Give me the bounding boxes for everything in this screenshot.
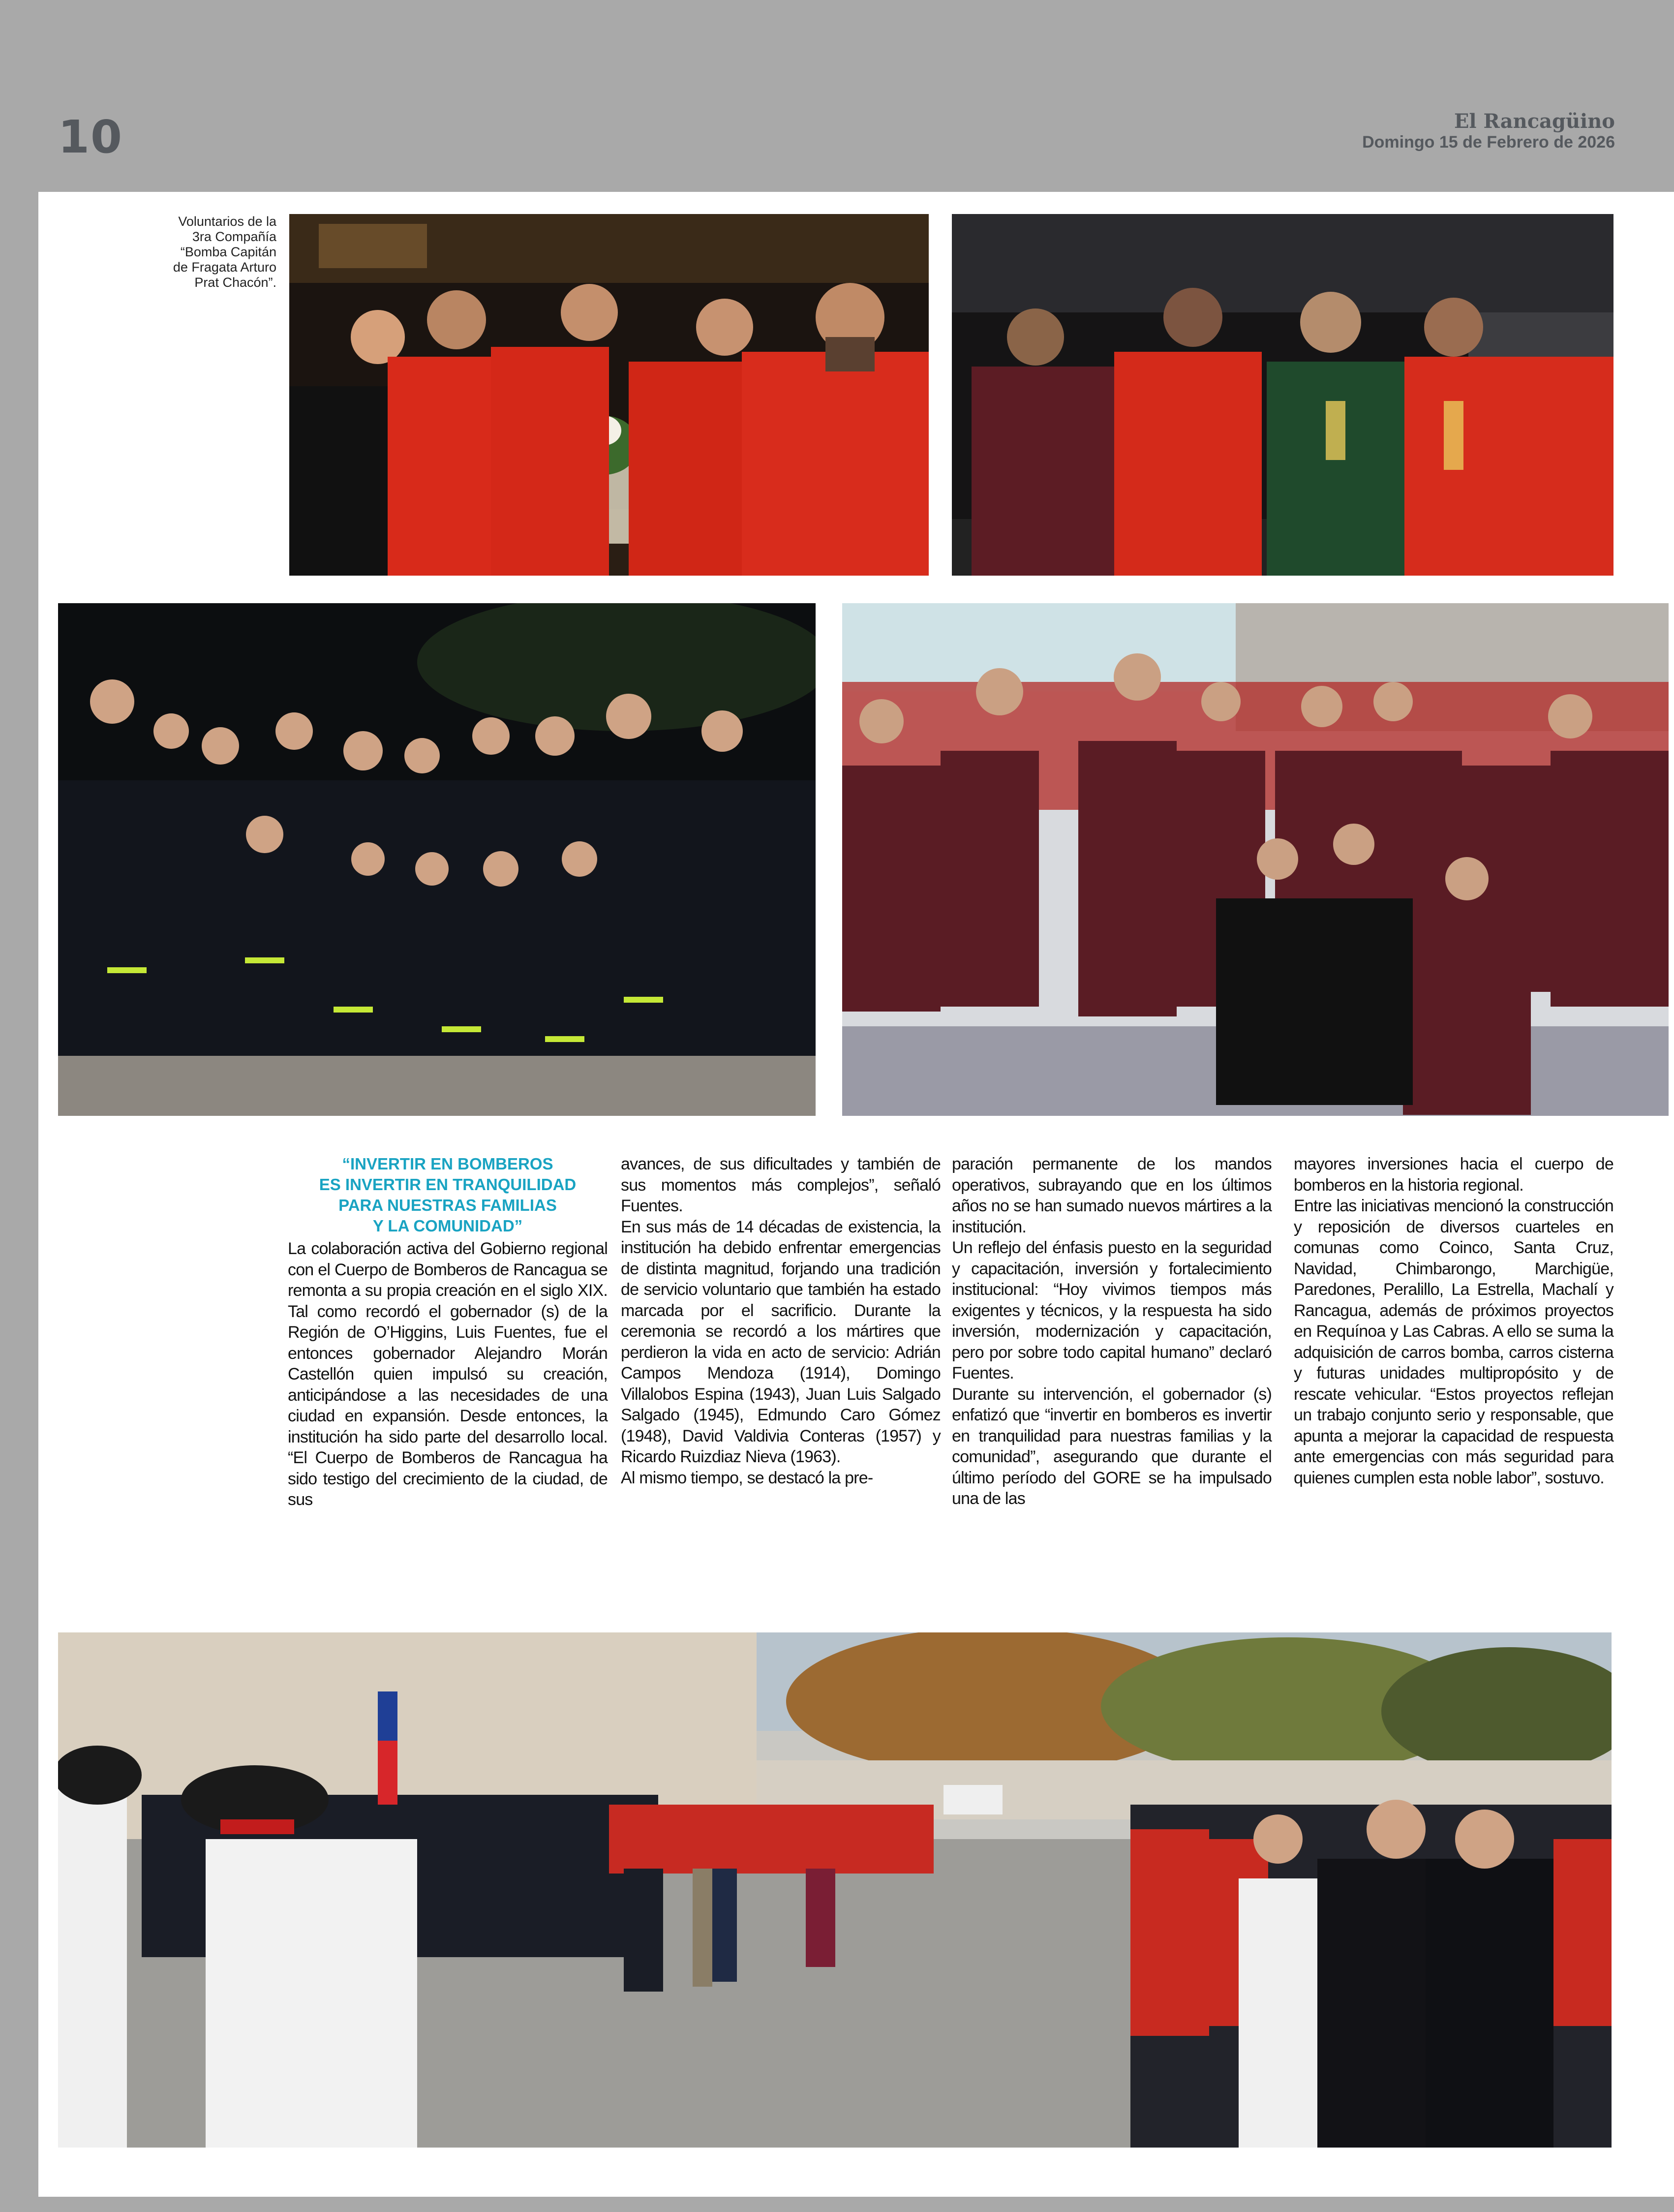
article-headline <box>288 1154 608 1236</box>
photo-volunteers-red-uniforms <box>289 214 929 576</box>
article-paragraph: La colaboración activa del Gobierno regional con el Cuerpo de Bomberos de Rancagua se remonta a su propia creación en el siglo XIX. Tal como recordó el gobernador (s) de la Región de O’Higgins, Luis Fuentes, fue el entonces gobernador Alejandro Morán Castellón quien impulsó su creación, anticipándose a las necesidades de una ciudad en expansión. Desde entonces, la institución ha sido parte del desarrollo local. “El Cuerpo de Bomberos de Rancagua ha sido testigo del crecimiento de la ciudad, de sus <box>288 1239 608 1509</box>
article-column-2 <box>621 1154 941 1488</box>
photo-officers-medals <box>952 214 1613 576</box>
article-paragraph: avances, de sus dificultades y también de sus momentos más complejos”, señaló Fuentes. <box>621 1155 941 1215</box>
photo-youth-brigade <box>58 603 816 1116</box>
issue-date: Domingo 15 de Febrero de 2026 <box>1362 133 1615 152</box>
newspaper-name: El Rancagüino <box>1454 110 1615 133</box>
article-paragraph: Un reflejo del énfasis puesto en la seguridad y capacitación, inversión y fortalecimiento institucional: “Hoy vivimos tiempos más exigentes y técnicos, y la respuesta ha sido inversión, modernización y capacitación, pero por sobre todo capital humano” declaró Fuentes. <box>952 1238 1272 1382</box>
article-column-3 <box>952 1154 1272 1509</box>
article-paragraph: Al mismo tiempo, se destacó la pre- <box>621 1468 873 1487</box>
article-paragraph: Entre las iniciativas mencionó la construcción y reposición de diversos cuarteles en comunas como Coinco, Santa Cruz, Navidad, Chimbarongo, Marchigüe, Paredones, Peralillo, La Estrella, Machalí y Rancagua, además de próximos proyectos en Requínoa y Las Cabras. A ello se suma la adquisición de carros bomba, carros cisterna y futuras unidades multipropósito y de rescate vehicular. “Estos proyectos reflejan un trabajo conjunto serio y responsable, que apunta a mejorar la capacidad de respuesta ante emergencias con más seguridad para quienes cumplen esta noble labor”, sostuvo. <box>1294 1197 1613 1487</box>
article-paragraph: En sus más de 14 décadas de existencia, la institución ha debido enfrentar emergencias de distinta magnitud, forjando una tradición de servicio voluntario que también ha estado marcada por el sacrificio. Durante la ceremonia se recordó a los mártires que perdieron la vida en acto de servicio: Adrián Campos Mendoza (1914), Domingo Villalobos Espina (1943), Juan Luis Salgado Salgado (1945), Edmundo Caro Gómez (1948), David Valdivia Conteras (1957) y Ricardo Ruizdiaz Nieva (1963). <box>621 1217 941 1466</box>
article-paragraph: Durante su intervención, el gobernador (s) enfatizó que “invertir en bomberos es invertir en tranquilidad para nuestras familias y la comunidad”, asegurando que durante el último período del GORE se ha impulsado una de las <box>952 1384 1272 1508</box>
article-column-1 <box>288 1154 608 1510</box>
headline-line: “INVERTIR EN BOMBEROS <box>342 1155 553 1173</box>
photo-ceremony-formation <box>58 1632 1612 2148</box>
article-paragraph: mayores inversiones hacia el cuerpo de bomberos en la historia regional. <box>1294 1155 1613 1195</box>
headline-line: Y LA COMUNIDAD” <box>372 1217 523 1235</box>
photo-maroon-uniforms <box>842 603 1669 1116</box>
article-paragraph: paración permanente de los mandos operativos, subrayando que en los últimos años no se han sumado nuevos mártires a la institución. <box>952 1155 1272 1236</box>
article-column-4 <box>1294 1154 1613 1488</box>
headline-line: ES INVERTIR EN TRANQUILIDAD <box>319 1175 577 1194</box>
page-number: 10 <box>58 111 123 163</box>
photo-caption: Voluntarios de la 3ra Compañía “Bomba Capitán de Fragata Arturo Prat Chacón”. <box>173 214 276 290</box>
masthead <box>1362 111 1615 152</box>
headline-line: PARA NUESTRAS FAMILIAS <box>338 1196 557 1214</box>
